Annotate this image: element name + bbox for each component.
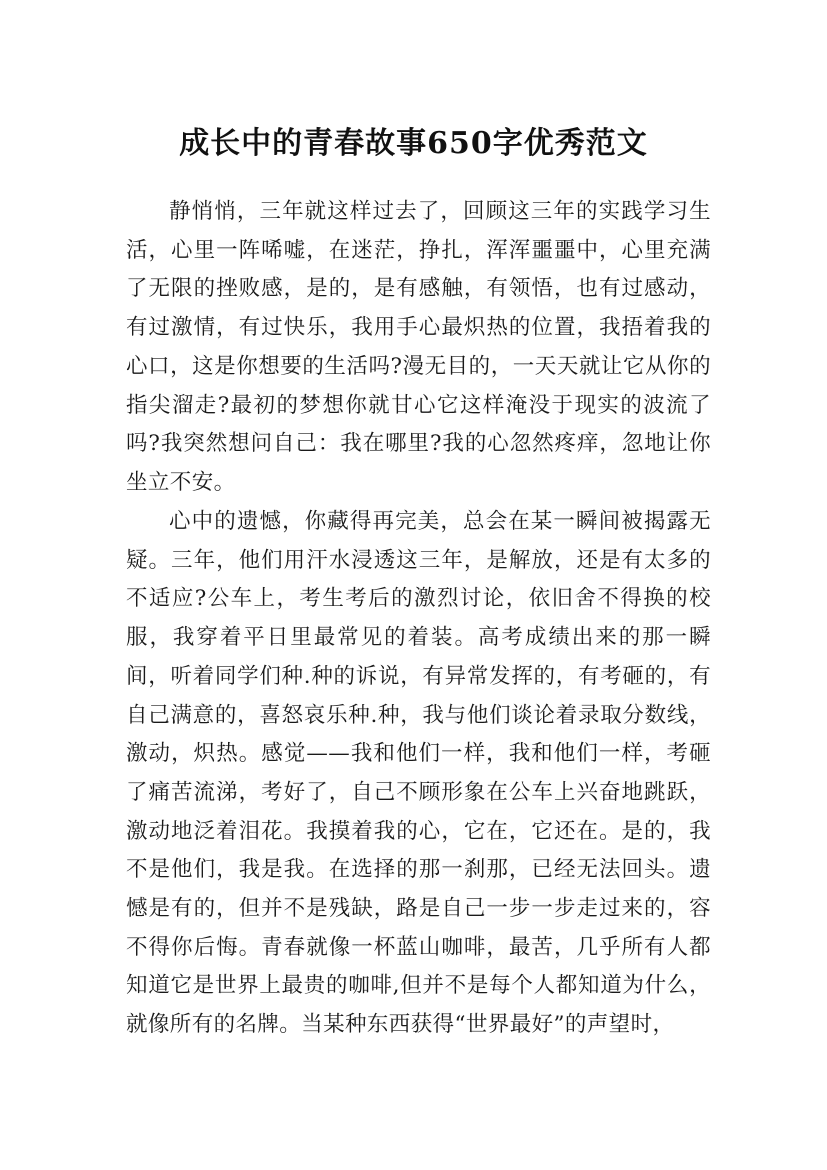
document-title: 成长中的青春故事650字优秀范文 <box>179 126 648 162</box>
paragraph-1: 静悄悄，三年就这样过去了，回顾这三年的实践学习生活，心里一阵唏嘘，在迷茫，挣扎，浑浑噩噩中，心里充满了无限的挫败感，是的，是有感触，有领悟，也有过感动，有过激情，有过快乐，我用手心最炽热的位置，我捂着我的心口，这是你想要的生活吗?漫无目的，一天天就让它从你的指尖溜走?最初的梦想你就甘心它这样淹没于现实的波流了吗?我突然想问自己：我在哪里?我的心忽然疼痒，忽地让你坐立不安。 <box>126 199 711 495</box>
paragraph-2: 心中的遗憾，你藏得再完美，总会在某一瞬间被揭露无疑。三年，他们用汗水浸透这三年，是解放，还是有太多的不适应?公车上，考生考后的激烈讨论，依旧舍不得换的校服，我穿着平日里最常见的着装。高考成绩出来的那一瞬间，听着同学们种.种的诉说，有异常发挥的，有考砸的，有自己满意的，喜怒哀乐种.种，我与他们谈论着录取分数线，激动，炽热。感觉——我和他们一样，我和他们一样，考砸了痛苦流涕，考好了，自己不顾形象在公车上兴奋地跳跃，激动地泛着泪花。我摸着我的心，它在，它还在。是的，我不是他们，我是我。在选择的那一刹那，已经无法回头。遗憾是有的，但并不是残缺，路是自己一步一步走过来的，容不得你后悔。青春就像一杯蓝山咖啡，最苦，几乎所有人都知道它是世界上最贵的咖啡,但并不是每个人都知道为什么，就像所有的名牌。当某种东西获得“世界最好”的声望时， <box>126 509 711 1038</box>
